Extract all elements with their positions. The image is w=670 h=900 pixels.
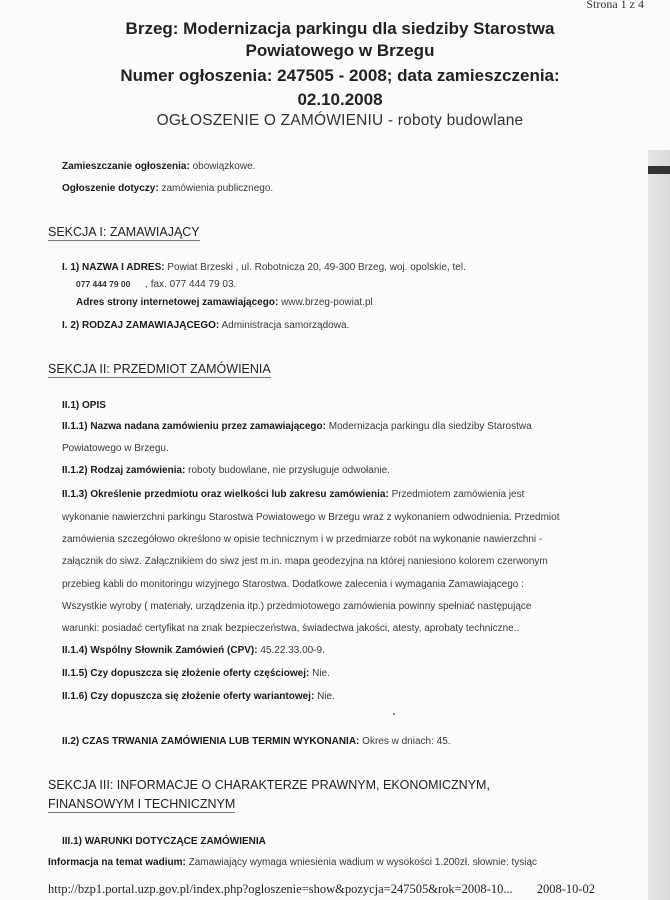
scope-row <box>62 489 524 500</box>
footer-url: http://bzp1.portal.uzp.gov.pl/index.php?ogloszenie=show&pozycja=247505&rok=2008-10... <box>48 882 513 896</box>
website-label: Adres strony internetowej zamawiającego: <box>76 297 279 308</box>
duration-label: II.2) CZAS TRWANIA ZAMÓWIENIA LUB TERMIN WYKONANIA: <box>62 736 360 747</box>
document-title-line-4: 02.10.2008 <box>297 90 383 109</box>
authority-type-row <box>62 320 349 331</box>
contract-name-label: II.1.1) Nazwa nadana zamówieniu przez zamawiającego: <box>62 421 326 432</box>
scope-text-7: warunki: posiadać certyfikat na znak bezpieczeństwa, świadectwa jakości, atesty, aprobaty techniczne.. <box>62 623 520 634</box>
document-title-line-1: Brzeg: Modernizacja parkingu dla siedziby Starostwa <box>125 19 555 38</box>
partial-offer-value: Nie. <box>312 668 330 679</box>
cpv-row <box>62 645 325 656</box>
scan-edge-shadow <box>648 150 670 900</box>
deposit-row <box>48 857 537 868</box>
section-2-heading: SEKCJA II: PRZEDMIOT ZAMÓWIENIA <box>48 362 271 376</box>
description-heading <box>62 400 106 411</box>
cpv-label: II.1.4) Wspólny Słownik Zamówień (CPV): <box>62 645 258 656</box>
scope-text-2: wykonanie nawierzchni parkingu Starostwa Powiatowego w Brzegu wraz z wykonaniem odwodnienia. Przedmiot <box>62 512 560 523</box>
contract-name-value: Modernizacja parkingu dla siedziby Starostwa <box>328 421 532 432</box>
deposit-value: Zamawiający wymaga wniesienia wadium w wysokości 1.200zł. słownie: tysiąc <box>188 857 538 868</box>
variant-offer-row <box>62 691 335 702</box>
cpv-value: 45.22.33.00-9. <box>260 645 325 656</box>
phone-number: 077 444 79 00 <box>76 279 131 289</box>
website-row <box>76 297 373 308</box>
scope-text-1: Przedmiotem zamówienia jest <box>391 489 525 500</box>
scope-text-6: Wszystkie wyroby ( materiały, urządzenia itp.) przedmiotowego zamówienia powinny spełniać następujące <box>62 601 532 612</box>
placement-row <box>62 161 255 172</box>
print-footer <box>48 882 595 897</box>
footer-date: 2008-10-02 <box>536 882 596 896</box>
scan-edge-mark <box>648 166 670 174</box>
partial-offer-row <box>62 668 330 679</box>
conditions-heading <box>62 836 266 847</box>
concerns-row <box>62 183 273 194</box>
scope-label: II.1.3) Określenie przedmiotu oraz wielkości lub zakresu zamówienia: <box>62 489 389 500</box>
duration-value: Okres w dniach: 45. <box>362 736 451 747</box>
scope-text-4: załącznik do siwz. Załącznikiem do siwz jest m.in. mapa geodezyjna na której naniesiono kolorem czerwonym <box>62 556 548 567</box>
scope-text-3: zamówienia szczegółowo określono w opisie technicznym i w przedmiarze robót na wykonanie nawierzchni - <box>62 534 543 545</box>
conditions-heading-text: III.1) WARUNKI DOTYCZĄCE ZAMÓWIENIA <box>62 836 266 847</box>
section-3-heading-line-1: SEKCJA III: INFORMACJE O CHARAKTERZE PRAWNYM, EKONOMICZNYM, <box>48 778 490 792</box>
contract-kind-value: roboty budowlane, nie przysługuje odwołanie. <box>188 465 390 476</box>
section-1-heading: SEKCJA I: ZAMAWIAJĄCY <box>48 225 200 239</box>
variant-offer-label: II.1.6) Czy dopuszcza się złożenie oferty wariantowej: <box>62 691 315 702</box>
contract-name-continued: Powiatowego w Brzegu. <box>62 443 169 454</box>
deposit-label: Informacja na temat wadium: <box>48 857 186 868</box>
duration-row <box>62 736 451 747</box>
website-value: www.brzeg-powiat.pl <box>281 297 373 308</box>
concerns-label: Ogłoszenie dotyczy: <box>62 183 159 194</box>
description-heading-text: II.1) OPIS <box>62 400 106 411</box>
placement-value: obowiązkowe. <box>192 161 256 172</box>
contract-kind-label: II.1.2) Rodzaj zamówienia: <box>62 465 186 476</box>
contract-name-row <box>62 421 532 432</box>
name-address-value: Powiat Brzeski , ul. Robotnicza 20, 49-300 Brzeg, woj. opolskie, tel. <box>167 262 466 273</box>
placement-label: Zamieszczanie ogłoszenia: <box>62 161 190 172</box>
scan-speck <box>393 713 395 715</box>
partial-offer-label: II.1.5) Czy dopuszcza się złożenie oferty częściowej: <box>62 668 310 679</box>
name-address-row <box>62 262 466 273</box>
variant-offer-value: Nie. <box>317 691 335 702</box>
name-address-label: I. 1) NAZWA I ADRES: <box>62 262 165 273</box>
authority-type-label: I. 2) RODZAJ ZAMAWIAJĄCEGO: <box>62 320 220 331</box>
document-subtitle: OGŁOSZENIE O ZAMÓWIENIU - roboty budowlane <box>156 112 524 129</box>
phone-fax-row <box>76 279 236 290</box>
concerns-value: zamówienia publicznego. <box>161 183 274 194</box>
contract-kind-row <box>62 465 390 476</box>
document-title-line-3: Numer ogłoszenia: 247505 - 2008; data zamieszczenia: <box>120 66 560 85</box>
scope-text-5: przebieg kabli do monitoringu wizyjnego Starostwa. Dodatkowe zalecenia i wymagania Zamawiającego : <box>62 579 524 590</box>
document-title-line-2: Powiatowego w Brzegu <box>245 41 435 60</box>
authority-type-value: Administracja samorządowa. <box>221 320 350 331</box>
fax-number: , fax. 077 444 79 03. <box>145 279 237 290</box>
page-count: Strona 1 z 4 <box>586 0 644 11</box>
section-3-heading-line-2: FINANSOWYM I TECHNICZNYM <box>48 797 236 811</box>
